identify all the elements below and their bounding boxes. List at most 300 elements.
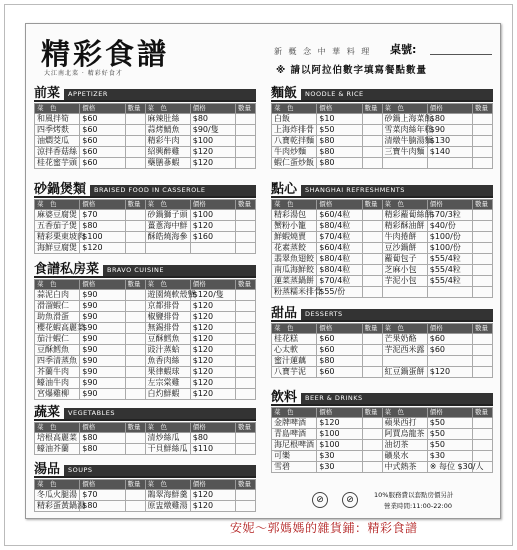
quantity-cell[interactable] [236,433,256,444]
quantity-cell[interactable] [473,232,493,243]
dish-name: 蜜汁蓮藕 [272,356,317,367]
dish-name: 青島啤酒 [272,429,317,440]
section-subtitle: BRAISED FOOD IN CASSEROLE [90,185,256,196]
menu-section [34,264,256,400]
quantity-cell[interactable] [125,312,145,323]
quantity-cell[interactable] [125,221,145,232]
dish-price [427,287,472,298]
col-header-qty: 數量 [362,324,382,334]
col-header-qty: 數量 [473,324,493,334]
section-header [34,464,256,478]
dish-price: $90 [80,356,125,367]
section-header [271,392,493,406]
quantity-cell[interactable] [362,125,382,136]
table-row [272,147,493,158]
dish-name: 遊園燒軟殼蟹 [145,290,190,301]
dish-price: $60 [317,367,362,378]
dish-price [190,243,235,254]
dish-name: 蒜烤鯖魚 [145,125,190,136]
col-header-price: 價格 [80,280,125,290]
quantity-cell[interactable] [473,356,493,367]
dish-price: $120 [190,389,235,400]
dish-price: $80 [80,433,125,444]
quantity-cell[interactable] [125,323,145,334]
table-row [272,243,493,254]
dish-price: $90 [80,290,125,301]
dish-name: 精彩栗東坡肉 [35,232,80,243]
table-row [35,389,256,400]
quantity-cell[interactable] [473,210,493,221]
dish-name: 豉汁蒸蛤 [145,345,190,356]
dish-price: $80 [80,221,125,232]
quantity-cell[interactable] [236,334,256,345]
quantity-cell[interactable] [125,444,145,455]
dish-name: 芥蘭牛肉 [35,367,80,378]
dish-name: 酥皓燒海參 [145,232,190,243]
dish-name: 雪菜肉絲年糕 [382,125,427,136]
quantity-cell[interactable] [473,451,493,462]
col-header-price: 價格 [317,408,362,418]
dish-price: $120 [190,158,235,169]
quantity-cell[interactable] [236,290,256,301]
col-header-name: 菜 色 [35,280,80,290]
menu-table [34,103,256,169]
quantity-cell[interactable] [473,367,493,378]
menu-sheet [25,23,501,519]
dish-name: 麻婆豆腐煲 [35,210,80,221]
col-header-qty: 數量 [236,480,256,490]
table-row [272,158,493,169]
section-header [34,264,256,278]
dish-price: ※ 每位 $30/人 [427,462,472,473]
dish-name: 花素蒸餃 [272,243,317,254]
quantity-cell[interactable] [362,210,382,221]
no-smoking-icon: ⊘ [342,492,358,508]
dish-name: 芒果奶酪 [382,334,427,345]
table-header-row [35,423,256,433]
section-header [271,88,493,102]
dish-price: $90 [80,367,125,378]
col-header-qty: 數量 [362,408,382,418]
quantity-cell[interactable] [125,501,145,512]
dish-price: $100 [190,210,235,221]
quantity-cell[interactable] [473,287,493,298]
table-row [35,367,256,378]
table-row [272,276,493,287]
quantity-cell[interactable] [473,334,493,345]
dish-name: 四季烤麩 [35,125,80,136]
dish-price: $100 [317,429,362,440]
table-row [35,378,256,389]
quantity-cell[interactable] [362,221,382,232]
table-row [272,221,493,232]
quantity-cell[interactable] [125,389,145,400]
col-header-price: 價格 [190,200,235,210]
menu-table [34,279,256,400]
table-row [35,290,256,301]
dish-name [382,356,427,367]
quantity-cell[interactable] [236,312,256,323]
col-header-name: 菜 色 [145,423,190,433]
dish-name: 豆酥鱈魚 [145,334,190,345]
section-subtitle: BEER & DRINKS [301,393,493,404]
quantity-cell[interactable] [473,429,493,440]
dish-price: $100/份 [427,232,472,243]
dish-price: $55/份 [317,287,362,298]
table-row [272,136,493,147]
quantity-cell[interactable] [362,287,382,298]
quantity-cell[interactable] [125,232,145,243]
table-row [272,254,493,265]
table-row [35,334,256,345]
quantity-cell[interactable] [125,290,145,301]
quantity-cell[interactable] [125,210,145,221]
table-header-row [272,408,493,418]
dish-price: $90 [427,125,472,136]
quantity-cell[interactable] [236,345,256,356]
dish-price: $120 [190,490,235,501]
dish-price: $50 [317,125,362,136]
quantity-cell[interactable] [236,490,256,501]
quantity-cell[interactable] [362,254,382,265]
dish-name: 櫻花蝦高麗菜 [35,323,80,334]
dish-price: $80 [190,433,235,444]
table-row [272,356,493,367]
dish-name: 藥膳蔘蝦 [145,158,190,169]
dish-price: $90 [80,312,125,323]
col-header-price: 價格 [80,104,125,114]
quantity-cell[interactable] [362,451,382,462]
quantity-cell[interactable] [125,114,145,125]
dish-price: $10 [317,114,362,125]
dish-price: $120 [190,301,235,312]
dish-name: 八寶芋泥 [272,367,317,378]
dish-price: $160 [190,232,235,243]
service-charge-note: 10%服務費以套點房價另計 [374,491,454,499]
quantity-cell[interactable] [473,114,493,125]
section-title: 食譜私房菜 [34,262,100,277]
table-row [35,301,256,312]
table-row [272,334,493,345]
quantity-cell[interactable] [236,501,256,512]
section-title: 蔬菜 [34,405,61,420]
quantity-cell[interactable] [362,429,382,440]
order-notice: ※ 請以阿拉伯數字填寫餐點數量 [276,65,428,76]
quantity-cell[interactable] [362,345,382,356]
table-row [272,462,493,473]
table-row [35,345,256,356]
dish-price: $120 [190,356,235,367]
quantity-cell[interactable] [362,158,382,169]
dish-price: $60 [80,114,125,125]
table-row [35,243,256,254]
dish-name: 和風拌筍 [35,114,80,125]
dish-name: 原盅燉雞湯 [145,501,190,512]
menu-table [34,199,256,254]
dish-price: $110 [190,444,235,455]
dish-price: $60/4粒 [317,210,362,221]
col-header-qty: 數量 [236,423,256,433]
dish-name: 京都排骨 [145,301,190,312]
col-header-name: 菜 色 [35,480,80,490]
quantity-cell[interactable] [125,243,145,254]
quantity-cell[interactable] [362,440,382,451]
dish-name: 南瓜海鮮餃 [272,265,317,276]
quantity-cell[interactable] [236,243,256,254]
quantity-cell[interactable] [473,418,493,429]
dish-price: $90 [80,334,125,345]
dish-name: 干貝鮮絲瓜 [145,444,190,455]
quantity-cell[interactable] [236,356,256,367]
quantity-cell[interactable] [473,136,493,147]
dish-price: $140 [427,147,472,158]
quantity-cell[interactable] [236,232,256,243]
dish-price: $120 [427,367,472,378]
dish-price: $120 [190,501,235,512]
quantity-cell[interactable] [362,243,382,254]
dish-price: $90 [80,378,125,389]
quantity-cell[interactable] [473,158,493,169]
table-header-row [272,324,493,334]
col-header-qty: 數量 [125,104,145,114]
dish-name: 白飯 [272,114,317,125]
quantity-cell[interactable] [125,345,145,356]
quantity-cell[interactable] [236,210,256,221]
dish-name: 阿賈烏龍茶 [382,429,427,440]
quantity-cell[interactable] [473,125,493,136]
dish-price: $100 [190,136,235,147]
quantity-cell[interactable] [362,136,382,147]
dish-price: $30 [317,451,362,462]
dish-name: 雪碧 [272,462,317,473]
section-subtitle: DESSERTS [301,309,493,320]
dish-name: 砂鍋獅子頭 [145,210,190,221]
dish-name: 培根高麗菜 [35,433,80,444]
page-caption: 安妮～郭媽媽的雜貨鋪：精彩食譜 [230,521,418,535]
col-header-name: 菜 色 [145,480,190,490]
menu-section [271,392,493,473]
quantity-cell[interactable] [125,378,145,389]
col-header-price: 價格 [80,200,125,210]
quantity-cell[interactable] [362,367,382,378]
dish-price: $80 [317,147,362,158]
quantity-cell[interactable] [473,440,493,451]
dish-price: $80 [80,501,125,512]
dish-name [145,243,190,254]
menu-table [34,422,256,455]
quantity-cell[interactable] [236,158,256,169]
dish-name: 蟹粉小籠 [272,221,317,232]
quantity-cell[interactable] [125,147,145,158]
quantity-cell[interactable] [362,147,382,158]
quantity-cell[interactable] [236,114,256,125]
quantity-cell[interactable] [125,334,145,345]
dish-price: $120 [190,147,235,158]
table-row [272,451,493,462]
dish-price: $70/3粒 [427,210,472,221]
dish-name: 魚香肉絲 [145,356,190,367]
dish-name: 宮爆雞柳 [35,389,80,400]
dish-name: 紹興醉雞 [145,147,190,158]
quantity-cell[interactable] [236,367,256,378]
section-header [34,88,256,102]
dish-price: $55/4粒 [427,276,472,287]
quantity-cell[interactable] [473,276,493,287]
quantity-cell[interactable] [362,114,382,125]
dish-price: $120 [190,323,235,334]
dish-price: $50 [427,418,472,429]
dish-price: $60 [427,345,472,356]
quantity-cell[interactable] [362,232,382,243]
col-header-price: 價格 [317,200,362,210]
col-header-qty: 數量 [125,280,145,290]
dish-name: 蒜泥白肉 [35,290,80,301]
menu-section [271,184,493,298]
dish-name: 冬瓜火腿湯 [35,490,80,501]
dish-price: $100 [317,440,362,451]
menu-table [271,323,493,378]
dish-price: $80 [190,114,235,125]
dish-name: 清炒絲瓜 [145,433,190,444]
dish-name: 三寶牛肉麵 [382,147,427,158]
col-header-qty: 數量 [236,104,256,114]
quantity-cell[interactable] [125,433,145,444]
dish-price [427,356,472,367]
quantity-cell[interactable] [236,125,256,136]
dish-price: $80 [317,158,362,169]
quantity-cell[interactable] [362,265,382,276]
dish-price: $60 [80,136,125,147]
quantity-cell[interactable] [236,389,256,400]
dish-name: 茄汁蝦仁 [35,334,80,345]
table-row [35,147,256,158]
col-header-name: 菜 色 [382,200,427,210]
table-row [272,345,493,356]
table-row [272,210,493,221]
col-header-price: 價格 [427,408,472,418]
dish-name: 滑溜蝦仁 [35,301,80,312]
section-header [34,184,256,198]
col-header-qty: 數量 [236,200,256,210]
dish-name: 粉蒸糯米排骨 [272,287,317,298]
quantity-cell[interactable] [362,418,382,429]
dish-name: 中式熱茶 [382,462,427,473]
table-number-field [430,54,492,55]
quantity-cell[interactable] [125,367,145,378]
dish-name: 左宗棠雞 [145,378,190,389]
quantity-cell[interactable] [236,301,256,312]
menu-table [271,103,493,169]
quantity-cell[interactable] [236,221,256,232]
table-row [35,490,256,501]
table-row [272,367,493,378]
table-row [35,501,256,512]
dish-price: $100 [80,232,125,243]
dish-name: 上海炸排骨 [272,125,317,136]
dish-price: $60 [80,158,125,169]
brand-subtitle: 大江南北菜 · 精彩好食才 [44,70,123,77]
quantity-cell[interactable] [236,323,256,334]
table-row [35,125,256,136]
dish-name: 四季清蒸魚 [35,356,80,367]
quantity-cell[interactable] [125,158,145,169]
dish-name: 果律蝦球 [145,367,190,378]
quantity-cell[interactable] [362,334,382,345]
col-header-qty: 數量 [125,200,145,210]
table-row [35,210,256,221]
quantity-cell[interactable] [473,254,493,265]
col-header-price: 價格 [190,280,235,290]
col-header-qty: 數量 [473,408,493,418]
col-header-name: 菜 色 [272,104,317,114]
quantity-cell[interactable] [125,490,145,501]
col-header-price: 價格 [190,423,235,433]
col-header-name: 菜 色 [145,200,190,210]
table-row [272,265,493,276]
section-title: 麵飯 [271,86,298,101]
dish-price: $90 [80,389,125,400]
menu-table [271,199,493,298]
business-hours: 營業時間:11:00-22:00 [384,502,452,510]
quantity-cell[interactable] [125,356,145,367]
quantity-cell[interactable] [125,125,145,136]
col-header-name: 菜 色 [272,200,317,210]
dish-name: 精彩牛肉 [145,136,190,147]
dish-price: $120 [190,345,235,356]
dish-name: 桂花蜜芋頭 [35,158,80,169]
no-outside-food-icon: ⊘ [312,492,328,508]
dish-price [427,158,472,169]
quantity-cell[interactable] [125,301,145,312]
quantity-cell[interactable] [236,444,256,455]
quantity-cell[interactable] [473,265,493,276]
col-header-name: 菜 色 [382,324,427,334]
quantity-cell[interactable] [362,462,382,473]
quantity-cell[interactable] [236,378,256,389]
dish-price: $40/份 [427,221,472,232]
quantity-cell[interactable] [362,356,382,367]
dish-name: 白灼鮮蝦 [145,389,190,400]
dish-price: $60 [317,334,362,345]
col-header-name: 菜 色 [382,104,427,114]
dish-price: $80/4粒 [317,221,362,232]
dish-name: 蓮菜蒸鍋餅 [272,276,317,287]
section-subtitle: APPETIZER [64,89,256,100]
dish-name: 薑蔥海中鮮 [145,221,190,232]
quantity-cell[interactable] [473,243,493,254]
quantity-cell[interactable] [236,136,256,147]
quantity-cell[interactable] [473,345,493,356]
dish-price: $60/4粒 [317,243,362,254]
quantity-cell[interactable] [125,136,145,147]
dish-name: 牛肉捲餅 [382,232,427,243]
table-header-row [272,200,493,210]
dish-price: $120 [317,418,362,429]
dish-name: 蘋果西打 [382,418,427,429]
table-row [272,429,493,440]
dish-price: $120/隻 [190,290,235,301]
dish-name: 心太軟 [272,345,317,356]
dish-price: $60 [427,334,472,345]
dish-price: $60 [80,125,125,136]
dish-price: $90 [80,323,125,334]
col-header-price: 價格 [317,104,362,114]
dish-price: $70 [80,210,125,221]
quantity-cell[interactable] [473,147,493,158]
quantity-cell[interactable] [236,147,256,158]
quantity-cell[interactable] [473,221,493,232]
quantity-cell[interactable] [362,276,382,287]
